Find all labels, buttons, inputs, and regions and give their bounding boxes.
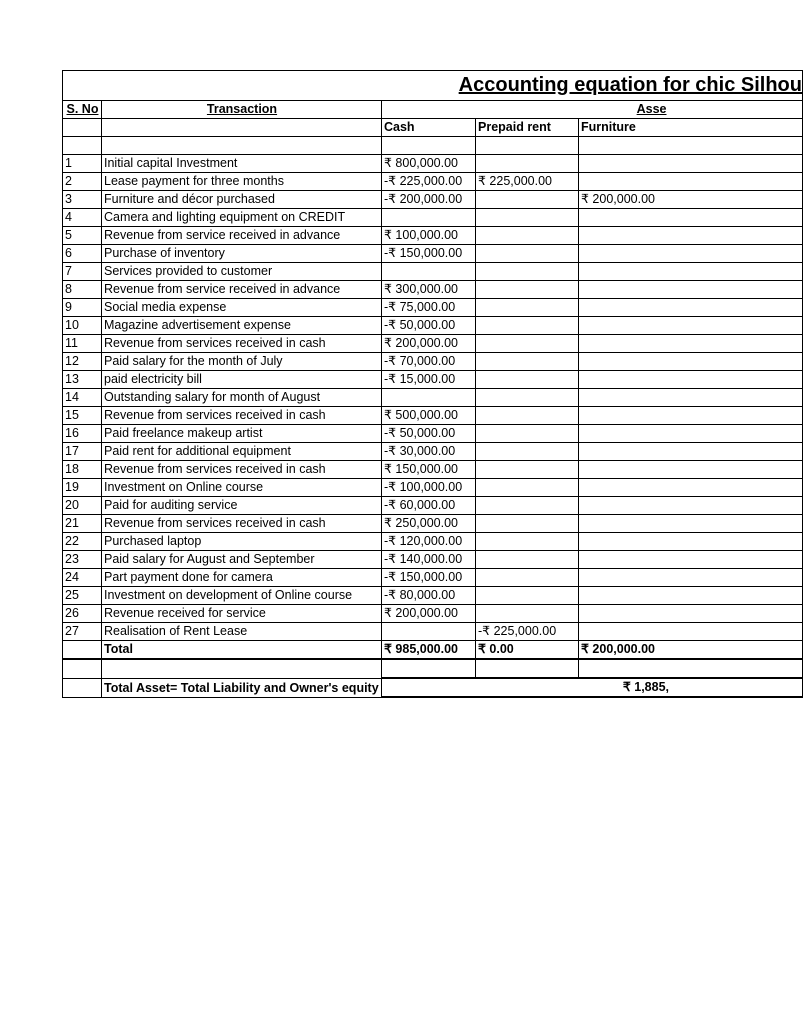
row-sno: 13 [63,371,102,389]
row-sno: 26 [63,605,102,623]
row-furniture [579,371,803,389]
row-cash: ₹ 250,000.00 [382,515,476,533]
row-prepaid-rent [476,281,579,299]
table-row [63,281,803,299]
row-transaction: Paid for auditing service [102,497,382,515]
row-transaction: Paid freelance makeup artist [102,425,382,443]
row-furniture [579,623,803,641]
row-furniture [579,443,803,461]
row-furniture [579,173,803,191]
row-cash [382,209,476,227]
row-prepaid-rent [476,227,579,245]
row-sno: 3 [63,191,102,209]
row-transaction: Revenue from services received in cash [102,407,382,425]
row-sno: 1 [63,155,102,173]
row-transaction: Investment on development of Online course [102,587,382,605]
row-sno: 8 [63,281,102,299]
row-cash: -₹ 140,000.00 [382,551,476,569]
row-transaction: Revenue from service received in advance [102,227,382,245]
row-transaction: Outstanding salary for month of August [102,389,382,407]
row-transaction: Revenue from service received in advance [102,281,382,299]
sheet-title: Accounting equation for chic Silhou [382,71,803,101]
row-cash: ₹ 500,000.00 [382,407,476,425]
row-sno: 18 [63,461,102,479]
row-prepaid-rent: -₹ 225,000.00 [476,623,579,641]
row-cash: -₹ 15,000.00 [382,371,476,389]
table-row [63,191,803,209]
row-transaction: Part payment done for camera [102,569,382,587]
row-furniture [579,533,803,551]
row-cash: -₹ 120,000.00 [382,533,476,551]
row-furniture [579,245,803,263]
row-transaction: paid electricity bill [102,371,382,389]
row-sno: 15 [63,407,102,425]
header-sno: S. No [63,101,102,119]
table-row [63,623,803,641]
row-transaction: Revenue from services received in cash [102,461,382,479]
row-furniture [579,227,803,245]
table-row [63,389,803,407]
row-cash: -₹ 70,000.00 [382,353,476,371]
row-prepaid-rent [476,299,579,317]
row-furniture [579,209,803,227]
row-cash: ₹ 200,000.00 [382,605,476,623]
row-prepaid-rent [476,245,579,263]
equation-value: ₹ 1,885, [622,680,669,694]
table-row [63,299,803,317]
row-sno: 22 [63,533,102,551]
row-furniture [579,461,803,479]
row-furniture [579,263,803,281]
row-sno: 23 [63,551,102,569]
row-transaction: Revenue received for service [102,605,382,623]
row-furniture [579,407,803,425]
row-transaction: Lease payment for three months [102,173,382,191]
row-sno: 25 [63,587,102,605]
table-row [63,515,803,533]
row-prepaid-rent [476,605,579,623]
row-sno: 11 [63,335,102,353]
row-sno: 17 [63,443,102,461]
table-row [63,209,803,227]
row-furniture [579,299,803,317]
row-prepaid-rent [476,587,579,605]
row-transaction: Services provided to customer [102,263,382,281]
equation-row [63,678,803,697]
header-prepaid-rent: Prepaid rent [476,119,579,137]
accounting-equation-table [62,70,803,698]
row-sno: 7 [63,263,102,281]
total-blank [63,641,102,660]
title-row [63,71,803,101]
table-row [63,245,803,263]
row-prepaid-rent [476,371,579,389]
row-transaction: Camera and lighting equipment on CREDIT [102,209,382,227]
row-furniture [579,497,803,515]
blank-row [63,659,803,678]
row-cash: ₹ 200,000.00 [382,335,476,353]
row-sno: 9 [63,299,102,317]
row-cash: -₹ 50,000.00 [382,317,476,335]
row-sno: 16 [63,425,102,443]
row-transaction: Revenue from services received in cash [102,515,382,533]
row-furniture [579,605,803,623]
header-furniture: Furniture [579,119,803,137]
table-row [63,155,803,173]
row-prepaid-rent [476,407,579,425]
header-row-1 [63,101,803,119]
row-furniture [579,515,803,533]
total-label: Total [102,641,382,660]
row-cash: -₹ 50,000.00 [382,425,476,443]
equation-label: Total Asset= Total Liability and Owner's equity [102,678,382,697]
row-sno: 24 [63,569,102,587]
row-transaction: Magazine advertisement expense [102,317,382,335]
row-furniture [579,551,803,569]
table-row [63,587,803,605]
row-sno: 19 [63,479,102,497]
row-transaction: Investment on Online course [102,479,382,497]
row-sno: 12 [63,353,102,371]
total-cash: ₹ 985,000.00 [382,641,476,660]
table-row [63,497,803,515]
row-transaction: Paid rent for additional equipment [102,443,382,461]
row-transaction: Purchased laptop [102,533,382,551]
row-prepaid-rent [476,155,579,173]
row-prepaid-rent [476,461,579,479]
row-transaction: Realisation of Rent Lease [102,623,382,641]
row-cash: -₹ 150,000.00 [382,245,476,263]
row-furniture: ₹ 200,000.00 [579,191,803,209]
row-cash: -₹ 150,000.00 [382,569,476,587]
row-cash: -₹ 100,000.00 [382,479,476,497]
row-transaction: Paid salary for August and September [102,551,382,569]
row-prepaid-rent [476,497,579,515]
header-assets: Asse [636,102,667,116]
row-prepaid-rent [476,353,579,371]
row-furniture [579,155,803,173]
header-row-2 [63,119,803,137]
table-row [63,317,803,335]
row-prepaid-rent [476,389,579,407]
table-row [63,425,803,443]
row-cash: -₹ 75,000.00 [382,299,476,317]
row-sno: 21 [63,515,102,533]
row-prepaid-rent [476,317,579,335]
row-prepaid-rent [476,263,579,281]
row-cash: ₹ 100,000.00 [382,227,476,245]
total-prepaid-rent: ₹ 0.00 [476,641,579,660]
table-row [63,335,803,353]
table-row [63,569,803,587]
row-furniture [579,587,803,605]
row-prepaid-rent [476,191,579,209]
row-prepaid-rent: ₹ 225,000.00 [476,173,579,191]
total-row [63,641,803,660]
row-sno: 5 [63,227,102,245]
row-cash: ₹ 300,000.00 [382,281,476,299]
header-cash: Cash [382,119,476,137]
total-furniture: ₹ 200,000.00 [579,641,803,660]
row-prepaid-rent [476,425,579,443]
row-furniture [579,389,803,407]
row-furniture [579,317,803,335]
row-sno: 27 [63,623,102,641]
row-prepaid-rent [476,569,579,587]
row-cash [382,263,476,281]
row-sno: 6 [63,245,102,263]
row-furniture [579,335,803,353]
table-row [63,173,803,191]
row-furniture [579,479,803,497]
row-transaction: Social media expense [102,299,382,317]
table-row [63,353,803,371]
header-transaction: Transaction [102,101,382,119]
row-cash: -₹ 80,000.00 [382,587,476,605]
row-furniture [579,281,803,299]
row-cash: -₹ 30,000.00 [382,443,476,461]
row-transaction: Furniture and décor purchased [102,191,382,209]
row-cash: -₹ 60,000.00 [382,497,476,515]
row-prepaid-rent [476,551,579,569]
row-furniture [579,425,803,443]
blank-row [63,137,803,155]
row-sno: 14 [63,389,102,407]
table-row [63,479,803,497]
table-row [63,533,803,551]
table-row [63,461,803,479]
row-sno: 20 [63,497,102,515]
row-sno: 2 [63,173,102,191]
table-row [63,605,803,623]
row-cash: ₹ 800,000.00 [382,155,476,173]
table-row [63,263,803,281]
row-transaction: Purchase of inventory [102,245,382,263]
table-row [63,551,803,569]
row-cash: ₹ 150,000.00 [382,461,476,479]
row-prepaid-rent [476,515,579,533]
row-cash: -₹ 225,000.00 [382,173,476,191]
table-row [63,227,803,245]
row-prepaid-rent [476,479,579,497]
spreadsheet-view [62,70,802,746]
row-sno: 10 [63,317,102,335]
row-furniture [579,353,803,371]
table-row [63,443,803,461]
row-transaction: Revenue from services received in cash [102,335,382,353]
row-prepaid-rent [476,533,579,551]
row-cash: -₹ 200,000.00 [382,191,476,209]
row-cash [382,623,476,641]
row-cash [382,389,476,407]
row-transaction: Paid salary for the month of July [102,353,382,371]
table-row [63,407,803,425]
row-sno: 4 [63,209,102,227]
row-prepaid-rent [476,443,579,461]
row-prepaid-rent [476,335,579,353]
row-prepaid-rent [476,209,579,227]
row-transaction: Initial capital Investment [102,155,382,173]
row-furniture [579,569,803,587]
table-row [63,371,803,389]
